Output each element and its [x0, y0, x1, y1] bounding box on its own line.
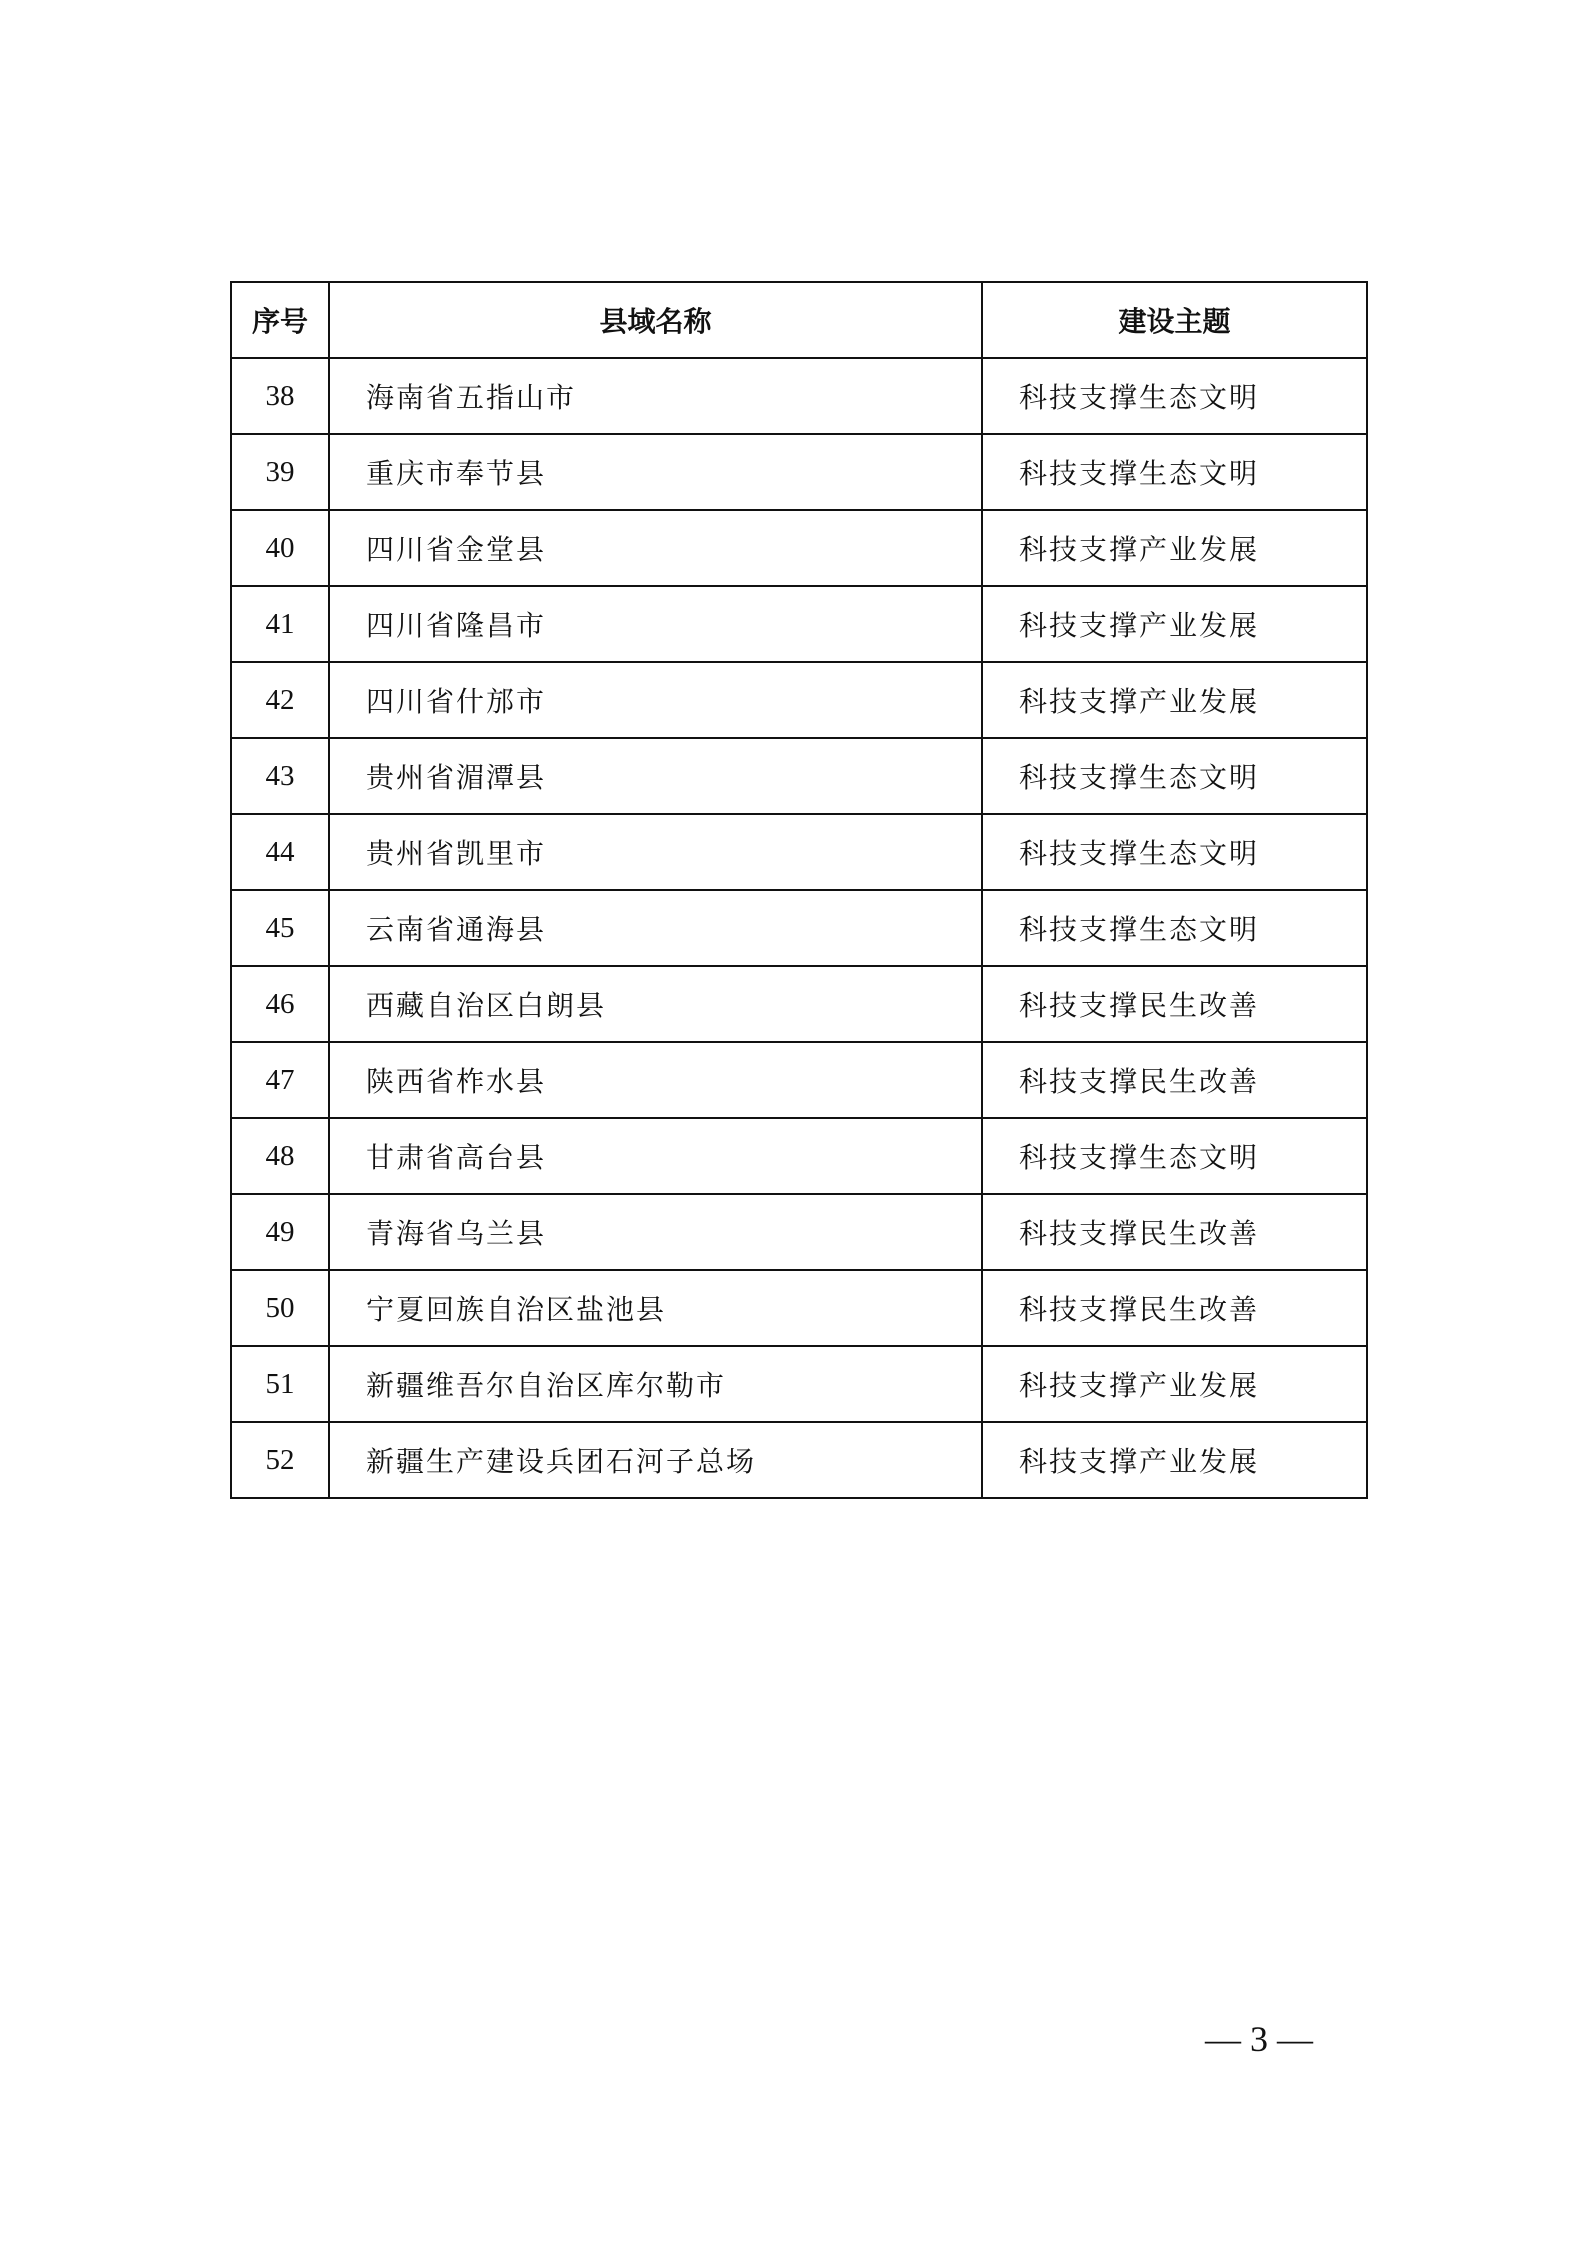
row-theme: 科技支撑民生改善 [982, 1042, 1367, 1118]
header-serial-number: 序号 [231, 282, 329, 358]
row-theme: 科技支撑生态文明 [982, 434, 1367, 510]
row-theme: 科技支撑民生改善 [982, 1194, 1367, 1270]
row-serial-number: 47 [231, 1042, 329, 1118]
row-county-name: 贵州省凯里市 [329, 814, 982, 890]
row-theme: 科技支撑生态文明 [982, 358, 1367, 434]
table-row [231, 1422, 1367, 1498]
row-theme: 科技支撑产业发展 [982, 662, 1367, 738]
header-county-name: 县域名称 [329, 282, 982, 358]
table-row [231, 738, 1367, 814]
row-theme: 科技支撑生态文明 [982, 890, 1367, 966]
row-theme: 科技支撑民生改善 [982, 966, 1367, 1042]
row-theme: 科技支撑产业发展 [982, 586, 1367, 662]
row-serial-number: 50 [231, 1270, 329, 1346]
table-row [231, 1118, 1367, 1194]
row-serial-number: 49 [231, 1194, 329, 1270]
page-number: — 3 — [1205, 2019, 1313, 2059]
table-row [231, 1194, 1367, 1270]
table-row [231, 966, 1367, 1042]
row-county-name: 海南省五指山市 [329, 358, 982, 434]
row-theme: 科技支撑产业发展 [982, 1422, 1367, 1498]
row-serial-number: 42 [231, 662, 329, 738]
table-header-row [231, 282, 1367, 358]
row-county-name: 陕西省柞水县 [329, 1042, 982, 1118]
table-row [231, 434, 1367, 510]
table-row [231, 510, 1367, 586]
row-theme: 科技支撑民生改善 [982, 1270, 1367, 1346]
row-county-name: 云南省通海县 [329, 890, 982, 966]
row-county-name: 四川省隆昌市 [329, 586, 982, 662]
table-row [231, 1270, 1367, 1346]
row-theme: 科技支撑生态文明 [982, 1118, 1367, 1194]
table-row [231, 1042, 1367, 1118]
row-serial-number: 40 [231, 510, 329, 586]
row-county-name: 西藏自治区白朗县 [329, 966, 982, 1042]
table-row [231, 586, 1367, 662]
row-serial-number: 44 [231, 814, 329, 890]
table-row [231, 358, 1367, 434]
row-county-name: 宁夏回族自治区盐池县 [329, 1270, 982, 1346]
row-theme: 科技支撑产业发展 [982, 1346, 1367, 1422]
row-county-name: 甘肃省高台县 [329, 1118, 982, 1194]
row-theme: 科技支撑产业发展 [982, 510, 1367, 586]
row-county-name: 新疆生产建设兵团石河子总场 [329, 1422, 982, 1498]
row-county-name: 青海省乌兰县 [329, 1194, 982, 1270]
row-county-name: 贵州省湄潭县 [329, 738, 982, 814]
table-row [231, 814, 1367, 890]
row-serial-number: 41 [231, 586, 329, 662]
row-serial-number: 52 [231, 1422, 329, 1498]
row-county-name: 新疆维吾尔自治区库尔勒市 [329, 1346, 982, 1422]
row-serial-number: 39 [231, 434, 329, 510]
row-serial-number: 46 [231, 966, 329, 1042]
row-serial-number: 45 [231, 890, 329, 966]
table-row [231, 662, 1367, 738]
row-county-name: 四川省什邡市 [329, 662, 982, 738]
row-theme: 科技支撑生态文明 [982, 814, 1367, 890]
row-serial-number: 38 [231, 358, 329, 434]
row-serial-number: 48 [231, 1118, 329, 1194]
row-county-name: 四川省金堂县 [329, 510, 982, 586]
table-row [231, 890, 1367, 966]
table-row [231, 1346, 1367, 1422]
county-list-table [230, 281, 1368, 1499]
header-construction-theme: 建设主题 [982, 282, 1367, 358]
row-county-name: 重庆市奉节县 [329, 434, 982, 510]
row-serial-number: 43 [231, 738, 329, 814]
row-serial-number: 51 [231, 1346, 329, 1422]
row-theme: 科技支撑生态文明 [982, 738, 1367, 814]
